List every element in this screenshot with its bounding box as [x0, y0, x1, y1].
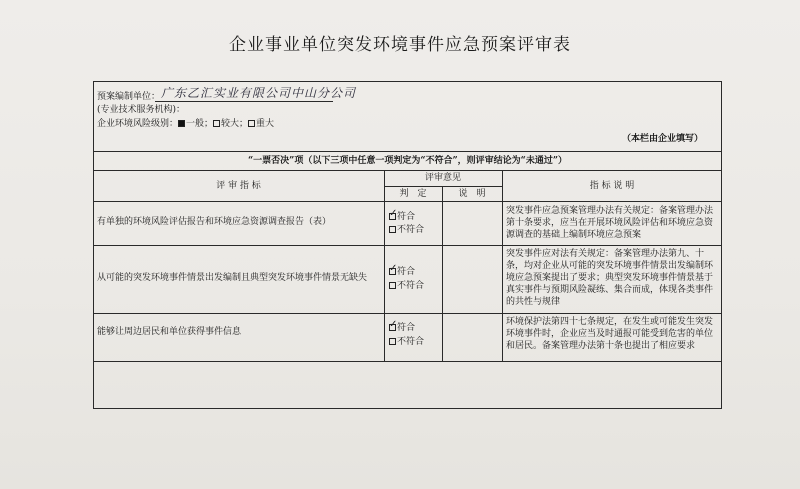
risk-option-general: 一般；: [186, 119, 214, 129]
divider: [502, 170, 503, 361]
row-2-indicator: 从可能的突发环境事件情景出发编制且典型突发环境事件情景无缺失: [97, 273, 368, 283]
service-label: (专业技术服务机构)：: [97, 105, 186, 115]
row-3-fail-option: [389, 336, 424, 348]
column-header-description: 指 标 说 明: [589, 181, 635, 191]
row-3-fail-checkbox[interactable]: [389, 338, 396, 345]
row-3-pass-label: 符合: [397, 323, 416, 333]
row-2-pass-option: [389, 266, 415, 278]
divider: [93, 245, 722, 246]
risk-general-checkbox[interactable]: [178, 120, 185, 127]
divider: [384, 186, 502, 187]
divider: [93, 201, 722, 202]
row-1-description: 突发事件应急预案管理办法有关规定：备案管理办法第十条要求，应当在开展环境风险评估和环境应急资源调查的基础上编制环境应急预案: [506, 206, 714, 240]
column-header-indicator: 评 审 指 标: [216, 181, 261, 191]
row-1-fail-option: [389, 224, 424, 236]
row-2-fail-option: [389, 280, 424, 292]
divider: [93, 313, 722, 314]
column-header-judgement: 判 定: [399, 189, 427, 199]
risk-option-larger: 较大；: [221, 119, 249, 129]
row-3-fail-label: 不符合: [397, 337, 425, 347]
enterprise-fill-note: （本栏由企业填写）: [622, 134, 704, 144]
row-2-pass-checkbox[interactable]: [389, 268, 396, 275]
row-3-description: 环境保护法第四十七条规定，在发生或可能发生突发环境事件时，企业应当及时通报可能受到危害的单位和居民。备案管理办法第十条也提出了相应要求: [506, 317, 714, 351]
row-2-fail-label: 不符合: [397, 281, 425, 291]
risk-option-major: 重大: [256, 119, 275, 129]
column-header-opinion: 评审意见: [424, 173, 461, 183]
row-1-pass-checkbox[interactable]: [389, 213, 396, 220]
column-header-explanation: 说 明: [458, 189, 486, 199]
row-1-indicator: 有单独的环境风险评估报告和环境应急资源调查报告（表）: [97, 217, 332, 227]
divider: [93, 151, 722, 152]
risk-level-row: [97, 118, 274, 130]
row-2-description: 突发事件应对法有关规定：备案管理办法第九、十条，均对企业从可能的突发环境事件情景出发编制环境应急预案提出了要求；典型突发环境事件情景基于真实事件与预期风险凝练、集合而成，体现各类事件的共性与规律: [506, 249, 714, 307]
divider: [93, 170, 722, 171]
veto-heading: “一票否决”项（以下三项中任意一项判定为“不符合”，则评审结论为“未通过”）: [247, 156, 568, 166]
row-1-fail-checkbox[interactable]: [389, 226, 396, 233]
divider: [93, 361, 722, 362]
risk-label: 企业环境风险级别：: [97, 119, 179, 129]
risk-major-checkbox[interactable]: [248, 120, 255, 127]
row-2-pass-label: 符合: [397, 267, 416, 277]
row-2-fail-checkbox[interactable]: [389, 282, 396, 289]
unit-label: 预案编制单位：: [97, 92, 161, 102]
row-1-fail-label: 不符合: [397, 225, 425, 235]
unit-value-handwritten: 广东乙汇实业有限公司中山分公司: [161, 86, 357, 100]
row-3-pass-option: [389, 322, 415, 334]
unit-underline: [155, 101, 333, 102]
row-1-pass-label: 符合: [397, 212, 416, 222]
row-1-pass-option: [389, 211, 415, 223]
divider: [442, 186, 443, 361]
row-3-indicator: 能够让周边居民和单位获得事件信息: [97, 327, 242, 337]
risk-larger-checkbox[interactable]: [213, 120, 220, 127]
row-3-pass-checkbox[interactable]: [389, 324, 396, 331]
form-title: 企业事业单位突发环境事件应急预案评审表: [229, 35, 571, 55]
